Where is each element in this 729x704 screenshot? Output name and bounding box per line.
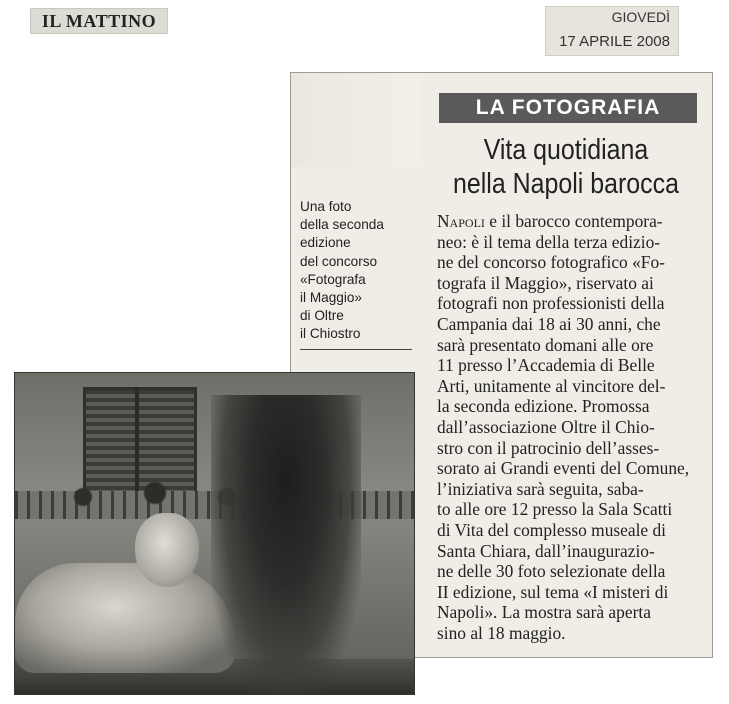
photo-blurred-figure xyxy=(211,395,361,694)
body-line xyxy=(437,211,699,232)
article-body xyxy=(437,211,699,643)
body-line: l’iniziativa sarà seguita, saba- xyxy=(437,478,644,499)
lead-word: Napoli xyxy=(437,211,485,231)
photo-statue xyxy=(15,563,235,673)
caption-line: del concorso xyxy=(300,253,378,269)
body-line: sino al 18 maggio. xyxy=(437,622,566,643)
body-line: sorato ai Grandi eventi del Comune, xyxy=(437,458,690,479)
dateline-date: 17 APRILE 2008 xyxy=(559,33,670,50)
body-line: 11 presso l’Accademia di Belle xyxy=(437,355,655,376)
caption-rule xyxy=(300,349,412,350)
body-line: neo: è il tema della terza edizio- xyxy=(437,231,661,252)
headline-line: nella Napoli barocca xyxy=(453,168,679,200)
caption-line: il Maggio» xyxy=(300,290,362,306)
body-line: stro con il patrocinio dell’asses- xyxy=(437,437,660,458)
caption-line: il Chiostro xyxy=(300,326,361,342)
photo-statue-head xyxy=(135,513,199,587)
clipping-shadow xyxy=(291,73,421,167)
photo-caption xyxy=(300,198,410,344)
body-text: e il barocco contempora- xyxy=(484,211,663,231)
body-line: la seconda edizione. Promossa xyxy=(437,396,650,417)
article-headline xyxy=(441,133,690,201)
dateline-day: GIOVEDÌ xyxy=(611,9,670,25)
body-line: ne del concorso fotografico «Fo- xyxy=(437,252,665,273)
body-line: II edizione, sul tema «I misteri di xyxy=(437,581,669,602)
article-photo xyxy=(14,372,415,695)
caption-line: della seconda xyxy=(300,217,384,233)
caption-line: edizione xyxy=(300,235,351,251)
caption-line: Una foto xyxy=(300,199,352,214)
body-line: tografa il Maggio», riservato ai xyxy=(437,272,654,293)
body-line: fotografi non professionisti della xyxy=(437,293,665,314)
section-label: LA FOTOGRAFIA xyxy=(439,93,697,123)
body-line: ne delle 30 foto selezionate della xyxy=(437,561,666,582)
newspaper-masthead: IL MATTINO xyxy=(30,8,168,34)
body-line: Campania dai 18 ai 30 anni, che xyxy=(437,313,661,334)
caption-line: «Fotografa xyxy=(300,271,366,287)
body-line: Santa Chiara, dall’inaugurazio- xyxy=(437,540,655,561)
body-line: sarà presentato domani alle ore xyxy=(437,334,654,355)
body-line: di Vita del complesso museale di xyxy=(437,519,667,540)
headline-line: Vita quotidiana xyxy=(483,134,649,166)
body-line: dall’associazione Oltre il Chio- xyxy=(437,416,655,437)
body-line: Napoli». La mostra sarà aperta xyxy=(437,602,651,623)
dateline xyxy=(545,6,679,56)
body-line: to alle ore 12 presso la Sala Scatti xyxy=(437,499,673,520)
body-line: Arti, unitamente al vincitore del- xyxy=(437,375,666,396)
caption-line: di Oltre xyxy=(300,308,344,324)
